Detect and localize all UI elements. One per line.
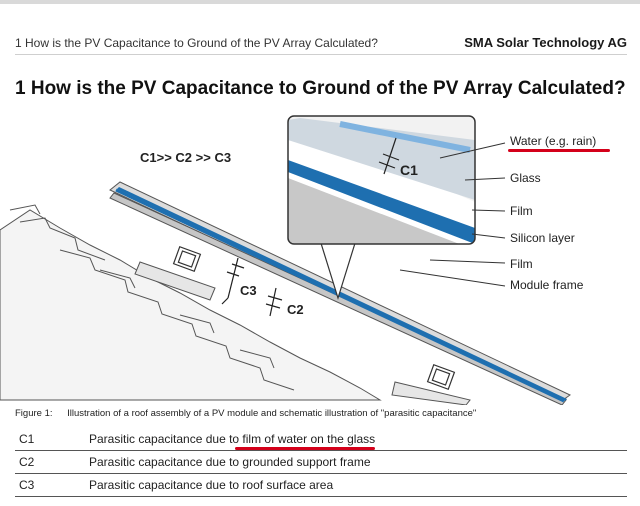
c1-label: C1 [400, 162, 418, 178]
water-underline [508, 149, 610, 152]
figure-caption [15, 408, 476, 419]
capacitance-order-label: C1>> C2 >> C3 [140, 150, 232, 165]
module-frame-label: Module frame [510, 278, 584, 292]
figure-caption-text: Illustration of a roof assembly of a PV module and schematic illustration of "parasitic capacitance" [67, 408, 477, 419]
legend-symbol: C1 [19, 432, 35, 446]
legend-description: Parasitic capacitance due to roof surface area [89, 478, 334, 492]
legend-symbol: C2 [19, 455, 35, 469]
figure-number: Figure 1: [15, 408, 53, 419]
legend-description: Parasitic capacitance due to film of water on the glass [89, 432, 376, 446]
film-top-label: Film [510, 204, 533, 218]
legend-description: Parasitic capacitance due to grounded support frame [89, 455, 371, 469]
running-header [15, 36, 627, 55]
roof-assembly-illustration [0, 110, 640, 405]
roof-assembly-figure [0, 110, 640, 405]
capacitance-legend-table [15, 428, 627, 497]
legend-row [15, 474, 627, 497]
film-bottom-label: Film [510, 257, 533, 271]
c1-highlight-underline [235, 447, 375, 450]
detail-callout [288, 116, 475, 250]
company-name: SMA Solar Technology AG [464, 35, 627, 50]
legend-row [15, 428, 627, 451]
legend-row [15, 451, 627, 474]
silicon-layer-label: Silicon layer [510, 231, 575, 245]
page-heading: 1 How is the PV Capacitance to Ground of the PV Array Calculated? [15, 78, 626, 99]
page-top-rule [0, 0, 640, 4]
water-label: Water (e.g. rain) [510, 134, 597, 148]
c3-label: C3 [240, 283, 257, 298]
c2-label: C2 [287, 302, 304, 317]
glass-label: Glass [510, 171, 541, 185]
legend-symbol: C3 [19, 478, 35, 492]
running-header-title: 1 How is the PV Capacitance to Ground of the PV Array Calculated? [15, 36, 378, 50]
